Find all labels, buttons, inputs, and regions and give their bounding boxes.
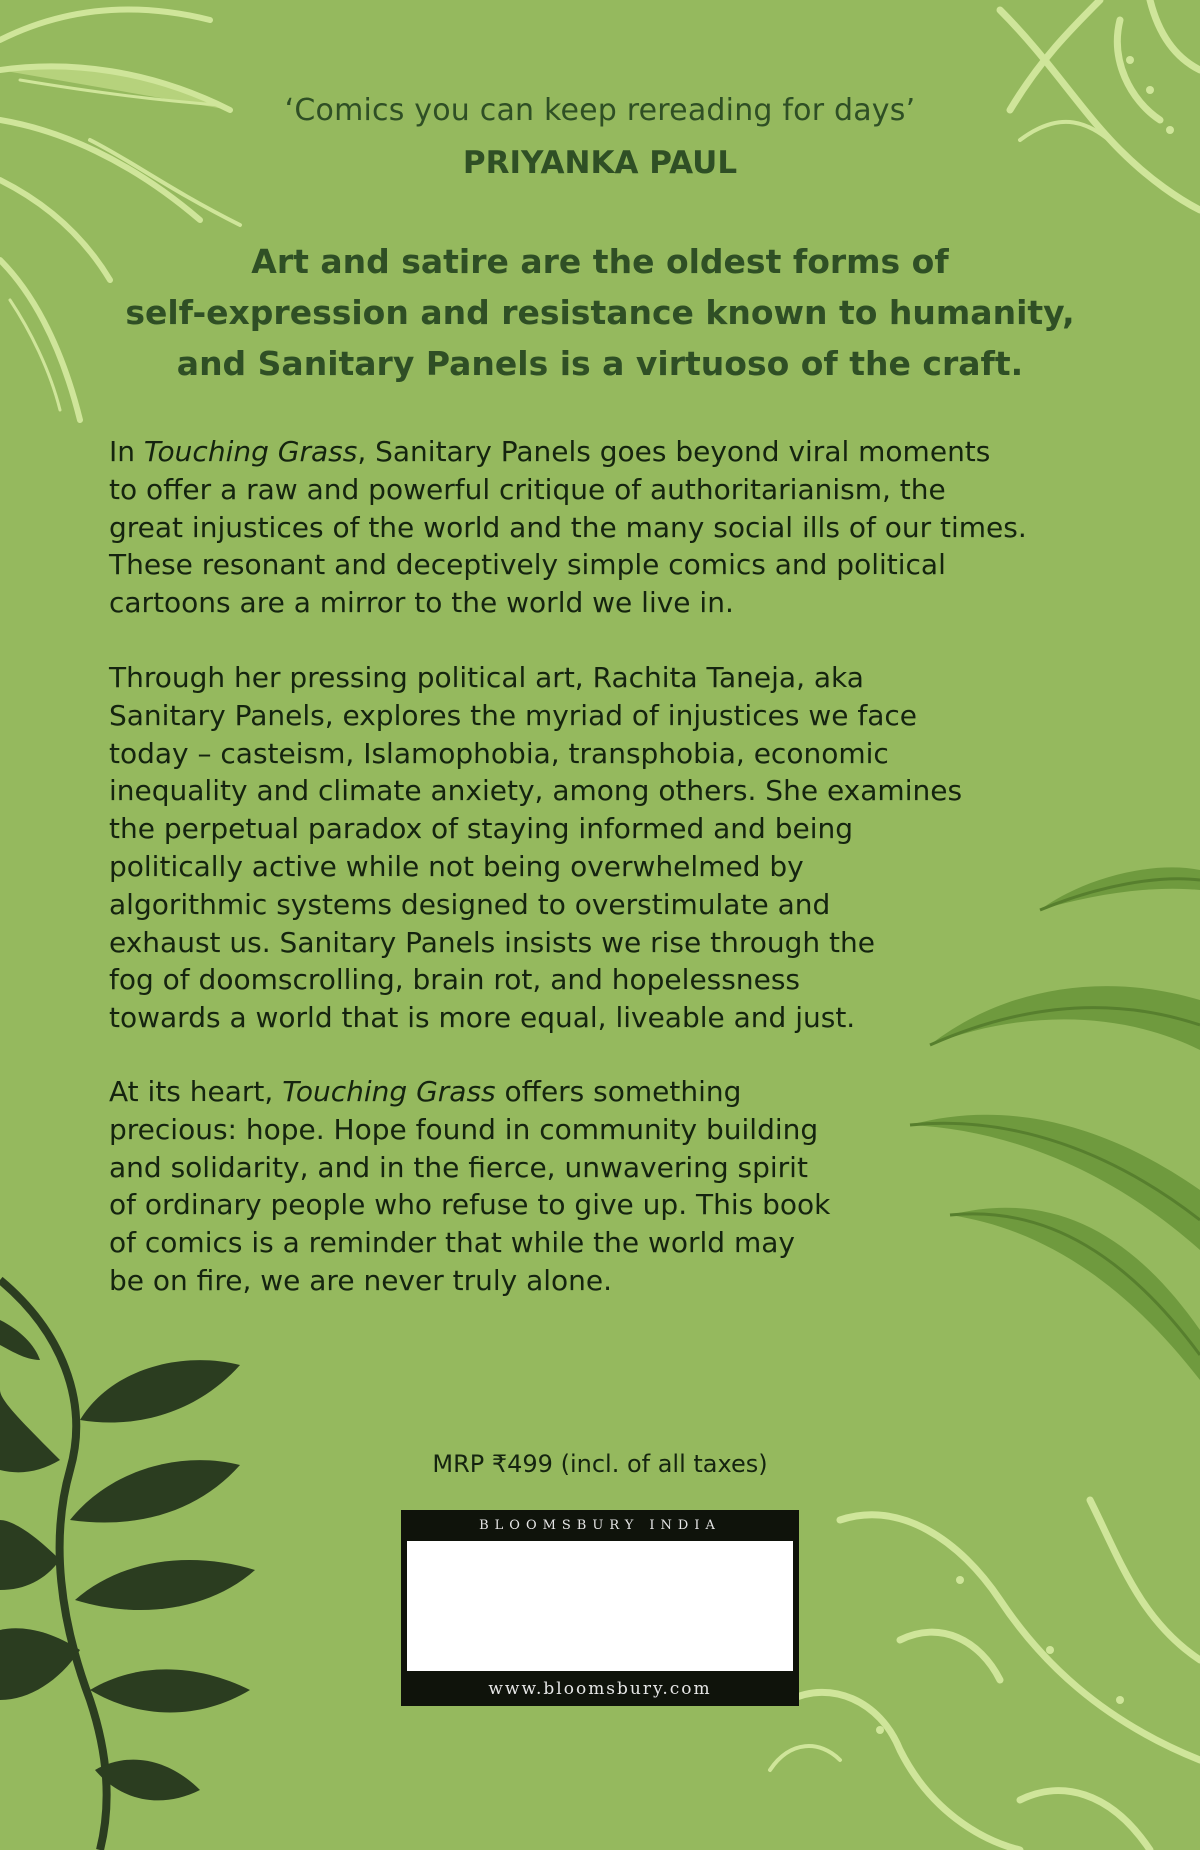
paragraph-line: today – casteism, Islamophobia, transphobia, economic	[109, 736, 889, 770]
barcode-area	[407, 1541, 793, 1671]
description-paragraph-1	[109, 433, 1109, 622]
paragraph-line: These resonant and deceptively simple comics and political	[109, 548, 946, 582]
paragraph-line: precious: hope. Hope found in community building	[109, 1112, 819, 1146]
book-title: Touching Grass	[282, 1075, 496, 1108]
paragraph-line: Through her pressing political art, Rachita Taneja, aka	[109, 661, 864, 694]
price-label: MRP ₹499 (incl. of all taxes)	[432, 1450, 768, 1478]
tagline-line: self-expression and resistance known to humanity,	[125, 293, 1075, 332]
paragraph-line: be on fire, we are never truly alone.	[109, 1263, 613, 1297]
book-title: Touching Grass	[143, 435, 358, 468]
barcode-panel	[401, 1510, 799, 1706]
paragraph-line: of ordinary people who refuse to give up. This book	[109, 1188, 831, 1222]
paragraph-line: towards a world that is more equal, liveable and just.	[109, 1001, 856, 1035]
paragraph-line: inequality and climate anxiety, among others. She examines	[109, 774, 963, 808]
paragraph-line: Sanitary Panels, explores the myriad of injustices we face	[109, 698, 917, 732]
paragraph-line: to offer a raw and powerful critique of authoritarianism, the	[109, 472, 946, 506]
tagline-line: and Sanitary Panels is a virtuoso of the craft.	[176, 344, 1024, 383]
line-text: In	[109, 435, 144, 468]
endorsement-author: PRIYANKA PAUL	[462, 145, 738, 181]
paragraph-line: the perpetual paradox of staying informed and being	[109, 812, 854, 846]
description-paragraph-3	[109, 1073, 1109, 1300]
paragraph-line: cartoons are a mirror to the world we live in.	[109, 586, 734, 620]
line-text: At its heart,	[109, 1075, 283, 1108]
paragraph-line: of comics is a reminder that while the world may	[109, 1226, 795, 1260]
paragraph-line: and solidarity, and in the fierce, unwavering spirit	[109, 1150, 808, 1184]
publisher-url: www.bloomsbury.com	[488, 1679, 712, 1699]
line-text: offers something	[495, 1075, 742, 1108]
endorsement-quote: ‘Comics you can keep rereading for days’	[284, 93, 916, 128]
paragraph-line: great injustices of the world and the many social ills of our times.	[109, 510, 1027, 544]
description-paragraph-2	[109, 659, 1109, 1037]
tagline-line: Art and satire are the oldest forms of	[251, 242, 949, 281]
tagline	[100, 236, 1100, 389]
paragraph-line	[109, 1073, 1109, 1111]
line-text: , Sanitary Panels goes beyond viral moments	[357, 435, 991, 468]
publisher-name: BLOOMSBURY INDIA	[479, 1518, 721, 1533]
paragraph-line: politically active while not being overwhelmed by	[109, 849, 804, 883]
paragraph-line: fog of doomscrolling, brain rot, and hopelessness	[109, 963, 800, 997]
paragraph-line: algorithmic systems designed to overstimulate and	[109, 887, 831, 921]
paragraph-line	[109, 433, 1109, 471]
paragraph-line: exhaust us. Sanitary Panels insists we rise through the	[109, 925, 876, 959]
